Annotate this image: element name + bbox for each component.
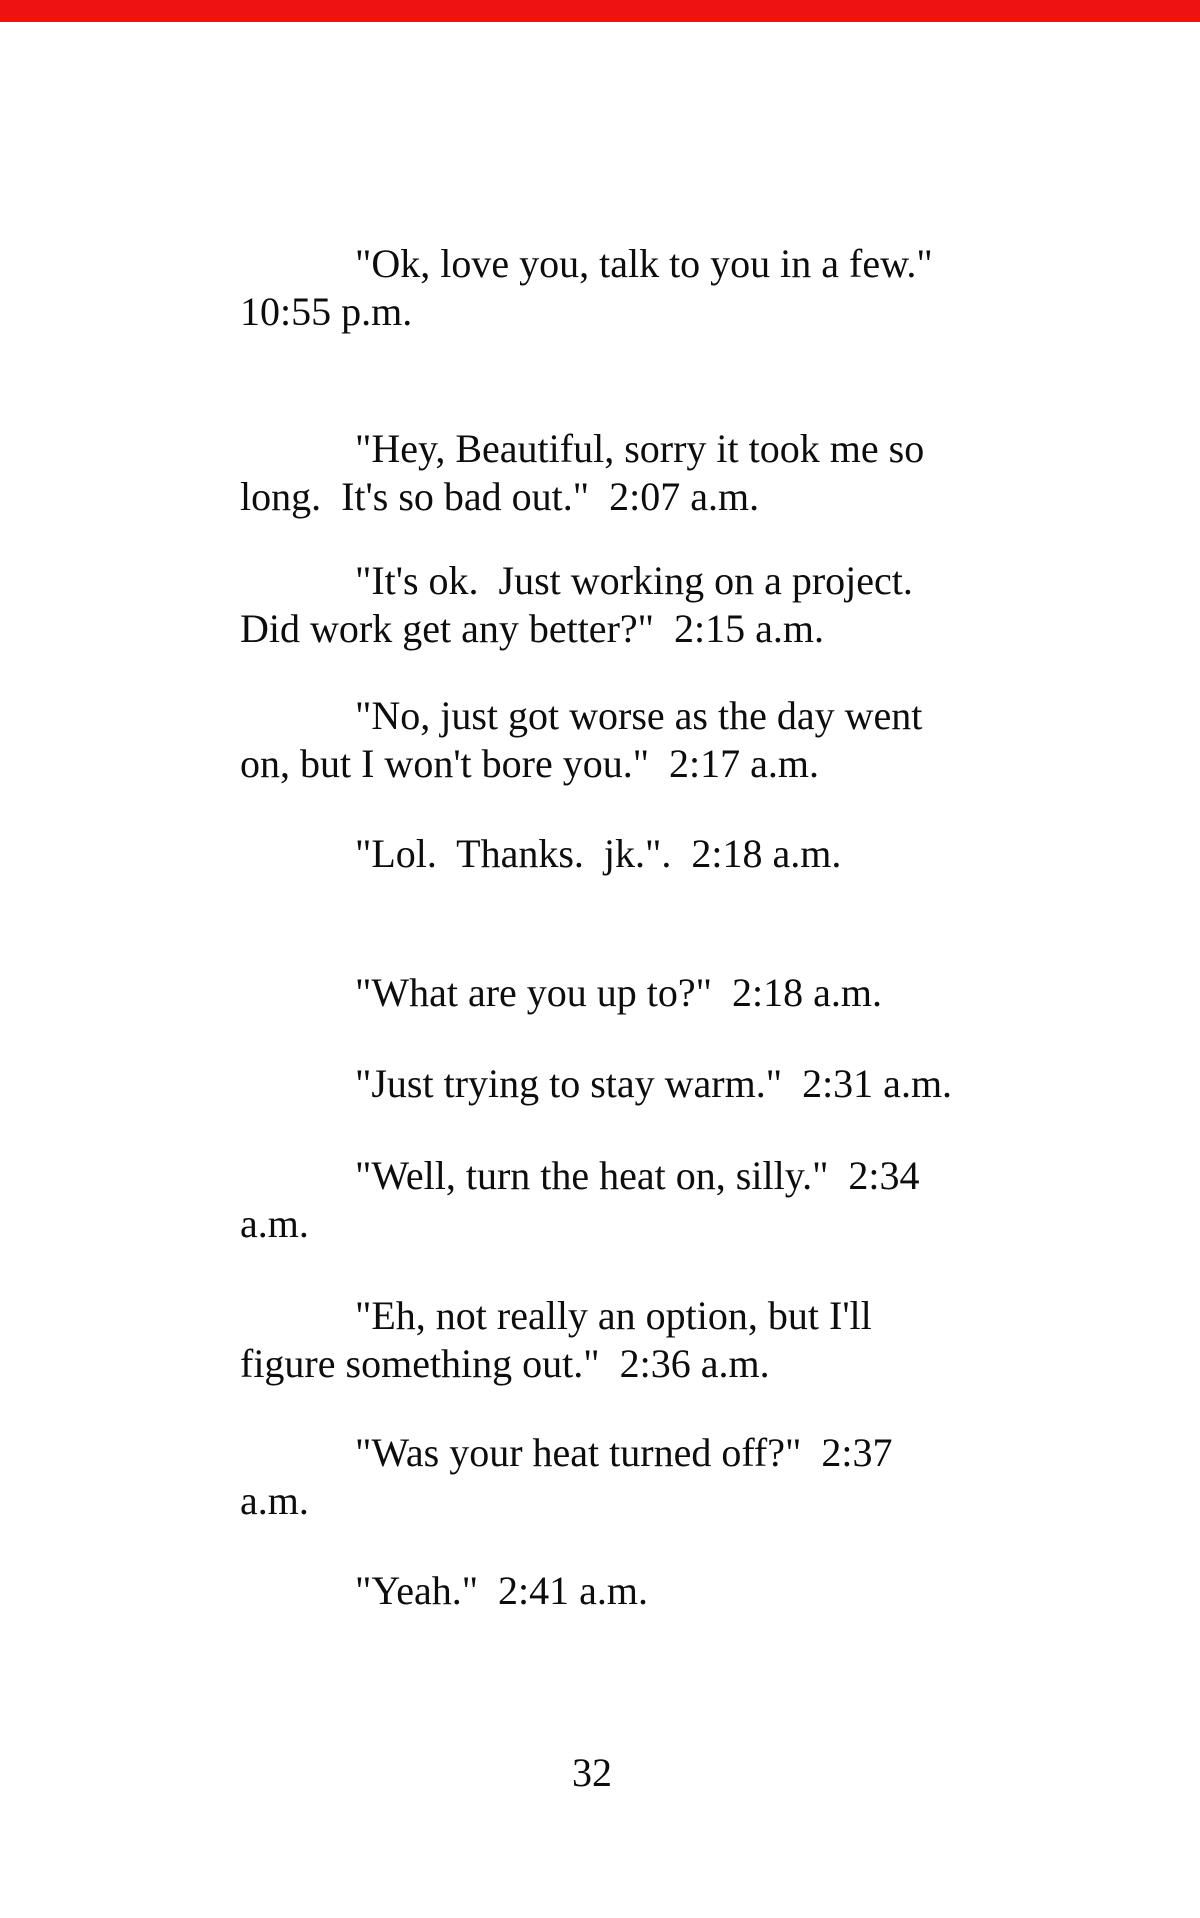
paragraph-line: "Hey, Beautiful, sorry it took me so: [355, 426, 925, 471]
paragraph: [240, 1292, 1040, 1388]
paragraph: [240, 969, 1040, 1017]
paragraph-line: "Was your heat turned off?" 2:37: [355, 1430, 893, 1475]
paragraph-line: "What are you up to?" 2:18 a.m.: [355, 970, 882, 1015]
paragraph: [240, 692, 1040, 788]
paragraph-line: long. It's so bad out." 2:07 a.m.: [240, 474, 760, 519]
paragraph-line: "Well, turn the heat on, silly." 2:34: [355, 1153, 920, 1198]
paragraph-line: figure something out." 2:36 a.m.: [240, 1341, 770, 1386]
paragraph: [240, 1060, 1040, 1108]
paragraph: [240, 425, 1040, 521]
paragraph: [240, 1152, 1040, 1248]
paragraph: [240, 557, 1040, 653]
paragraph-line: "Just trying to stay warm." 2:31 a.m.: [355, 1061, 953, 1106]
paragraph-line: "Yeah." 2:41 a.m.: [355, 1568, 649, 1613]
top-red-bar: [0, 0, 1200, 22]
paragraph-line: a.m.: [240, 1201, 309, 1246]
paragraph-line: "Ok, love you, talk to you in a few.": [355, 241, 933, 286]
paragraph-line: "Eh, not really an option, but I'll: [355, 1293, 872, 1338]
page-number: 32: [572, 1750, 612, 1795]
paragraph-line: "Lol. Thanks. jk.". 2:18 a.m.: [355, 831, 842, 876]
paragraph: [240, 1567, 1040, 1615]
paragraph-line: "It's ok. Just working on a project.: [355, 558, 913, 603]
paragraph-line: 10:55 p.m.: [240, 289, 413, 334]
paragraph-line: a.m.: [240, 1478, 309, 1523]
paragraph-line: "No, just got worse as the day went: [355, 693, 923, 738]
paragraph-line: Did work get any better?" 2:15 a.m.: [240, 606, 824, 651]
paragraph-line: on, but I won't bore you." 2:17 a.m.: [240, 741, 820, 786]
paragraph: [240, 830, 1040, 878]
paragraph: [240, 240, 1040, 336]
paragraph: [240, 1429, 1040, 1525]
